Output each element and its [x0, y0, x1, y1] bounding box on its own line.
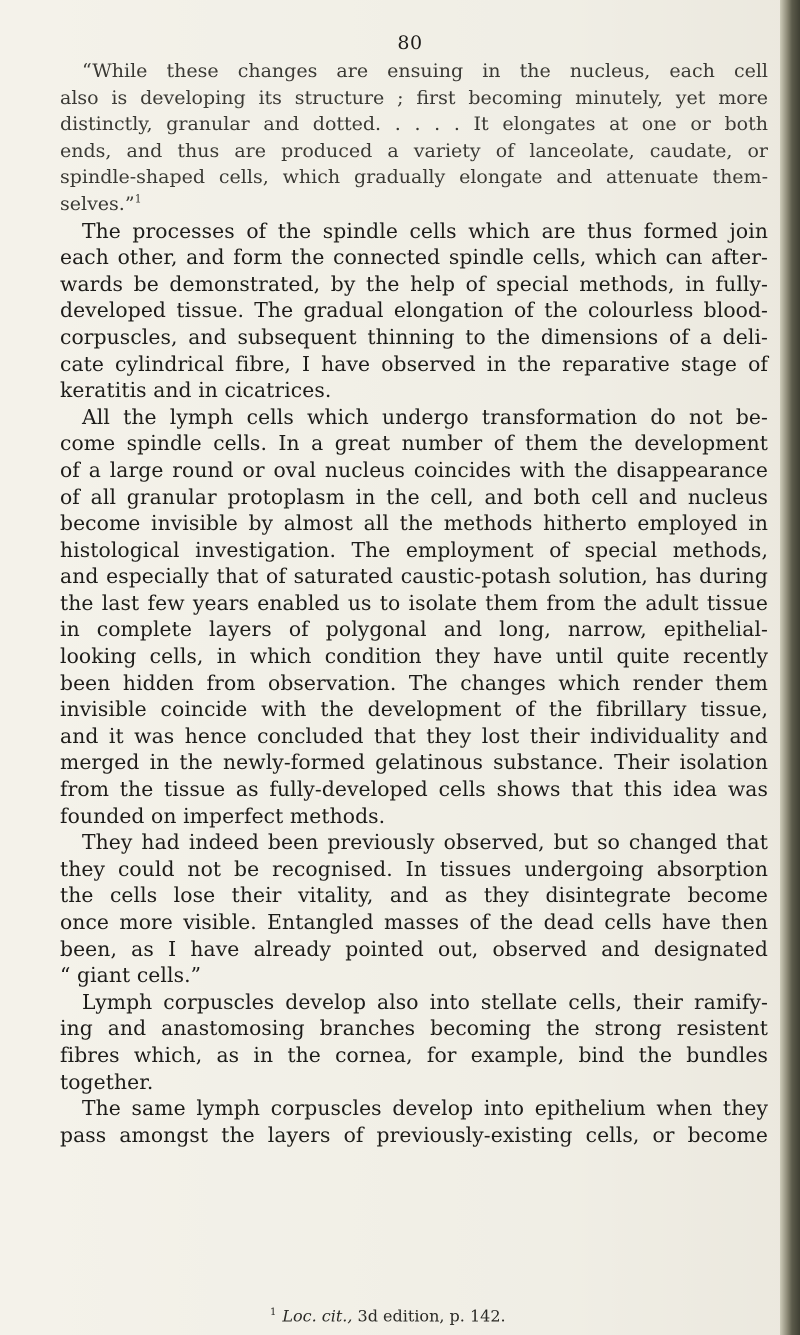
text-line: The same lymph corpuscles develop into epithelium when they [82, 1096, 768, 1121]
footnote-details: 3d edition, p. 142. [357, 1306, 506, 1326]
text-line: They had indeed been previously observed, but so changed that [82, 830, 768, 855]
footnote-reference: 1 [134, 192, 142, 206]
text-line: wards be demonstrated, by the help of special methods, in fully- [60, 271, 768, 296]
text-line: become invisible by almost all the methods hitherto employed in [60, 511, 768, 536]
page-number: 80 [397, 32, 423, 54]
text-line: “ giant cells.” [60, 963, 202, 988]
text-line: been, as I have already pointed out, observed and designated [60, 936, 768, 961]
text-line: corpuscles, and subsequent thinning to the dimensions of a deli- [60, 324, 768, 349]
paragraph-spindle-cells [60, 218, 768, 404]
quote-line: also is developing its structure ; first becoming minutely, yet more [60, 86, 768, 109]
footnote [270, 1303, 506, 1326]
text-line: founded on imperfect methods. [60, 803, 386, 828]
paragraph-lymph-cells [60, 404, 768, 830]
text-line: pass amongst the layers of previously-existing cells, or become [60, 1122, 768, 1147]
footnote-citation: Loc. cit., [282, 1306, 353, 1326]
text-line: from the tissue as fully-developed cells shows that this idea was [60, 777, 768, 802]
text-line: histological investigation. The employment of special methods, [60, 537, 768, 562]
text-line: ing and anastomosing branches becoming the strong resistent [60, 1016, 768, 1041]
text-line: the last few years enabled us to isolate them from the adult tissue [60, 590, 768, 615]
quote-line: spindle-shaped cells, which gradually elongate and attenuate them- [60, 166, 768, 189]
text-line: and it was hence concluded that they lost their individuality and [60, 723, 768, 748]
quote-line: selves.” [60, 192, 135, 215]
text-line: of all granular protoplasm in the cell, and both cell and nucleus [60, 484, 768, 509]
text-line: of a large round or oval nucleus coincides with the disappearance [60, 457, 768, 482]
text-line: together. [60, 1069, 154, 1094]
text-line: developed tissue. The gradual elongation of the colourless blood- [60, 298, 768, 323]
text-line: come spindle cells. In a great number of them the development [60, 431, 768, 456]
text-line: Lymph corpuscles develop also into stellate cells, their ramify- [82, 989, 768, 1014]
text-line: looking cells, in which condition they have until quite recently [60, 644, 768, 669]
text-line: keratitis and in cicatrices. [60, 378, 332, 403]
text-line: the cells lose their vitality, and as they disintegrate become [60, 883, 768, 908]
text-line: been hidden from observation. The changes which render them [60, 670, 768, 695]
text-line: cate cylindrical fibre, I have observed in the reparative stage of [60, 351, 768, 376]
text-line: once more visible. Entangled masses of the dead cells have then [60, 910, 768, 934]
text-line: All the lymph cells which undergo transformation do not be- [82, 404, 768, 429]
text-line: each other, and form the connected spindle cells, which can after- [60, 245, 768, 270]
paragraph-stellate-cells [60, 989, 768, 1095]
text-line: they could not be recognised. In tissues undergoing absorption [60, 856, 768, 881]
text-line: fibres which, as in the cornea, for example, bind the bundles [60, 1042, 768, 1067]
footnote-marker: 1 [270, 1307, 277, 1318]
quote-last-line [60, 191, 768, 218]
text-line: in complete layers of polygonal and long, narrow, epithelial- [60, 617, 768, 642]
text-line: invisible coincide with the development of the fibrillary tissue, [60, 697, 768, 722]
paragraph-epithelium [60, 1095, 768, 1148]
quote-line: distinctly, granular and dotted. . . . . It elongates at one or both [60, 113, 768, 136]
book-binding-edge [780, 0, 800, 1335]
paragraph-giant-cells [60, 829, 768, 989]
quote-paragraph [60, 58, 768, 218]
quote-line: ends, and thus are produced a variety of lanceolate, caudate, or [60, 139, 768, 162]
text-line: and especially that of saturated caustic-potash solution, has during [60, 564, 768, 589]
page-body [60, 58, 768, 1148]
quote-line: “While these changes are ensuing in the nucleus, each cell [82, 60, 768, 82]
text-line: merged in the newly-formed gelatinous substance. Their isolation [60, 750, 768, 775]
text-line: The processes of the spindle cells which are thus formed join [82, 218, 768, 243]
